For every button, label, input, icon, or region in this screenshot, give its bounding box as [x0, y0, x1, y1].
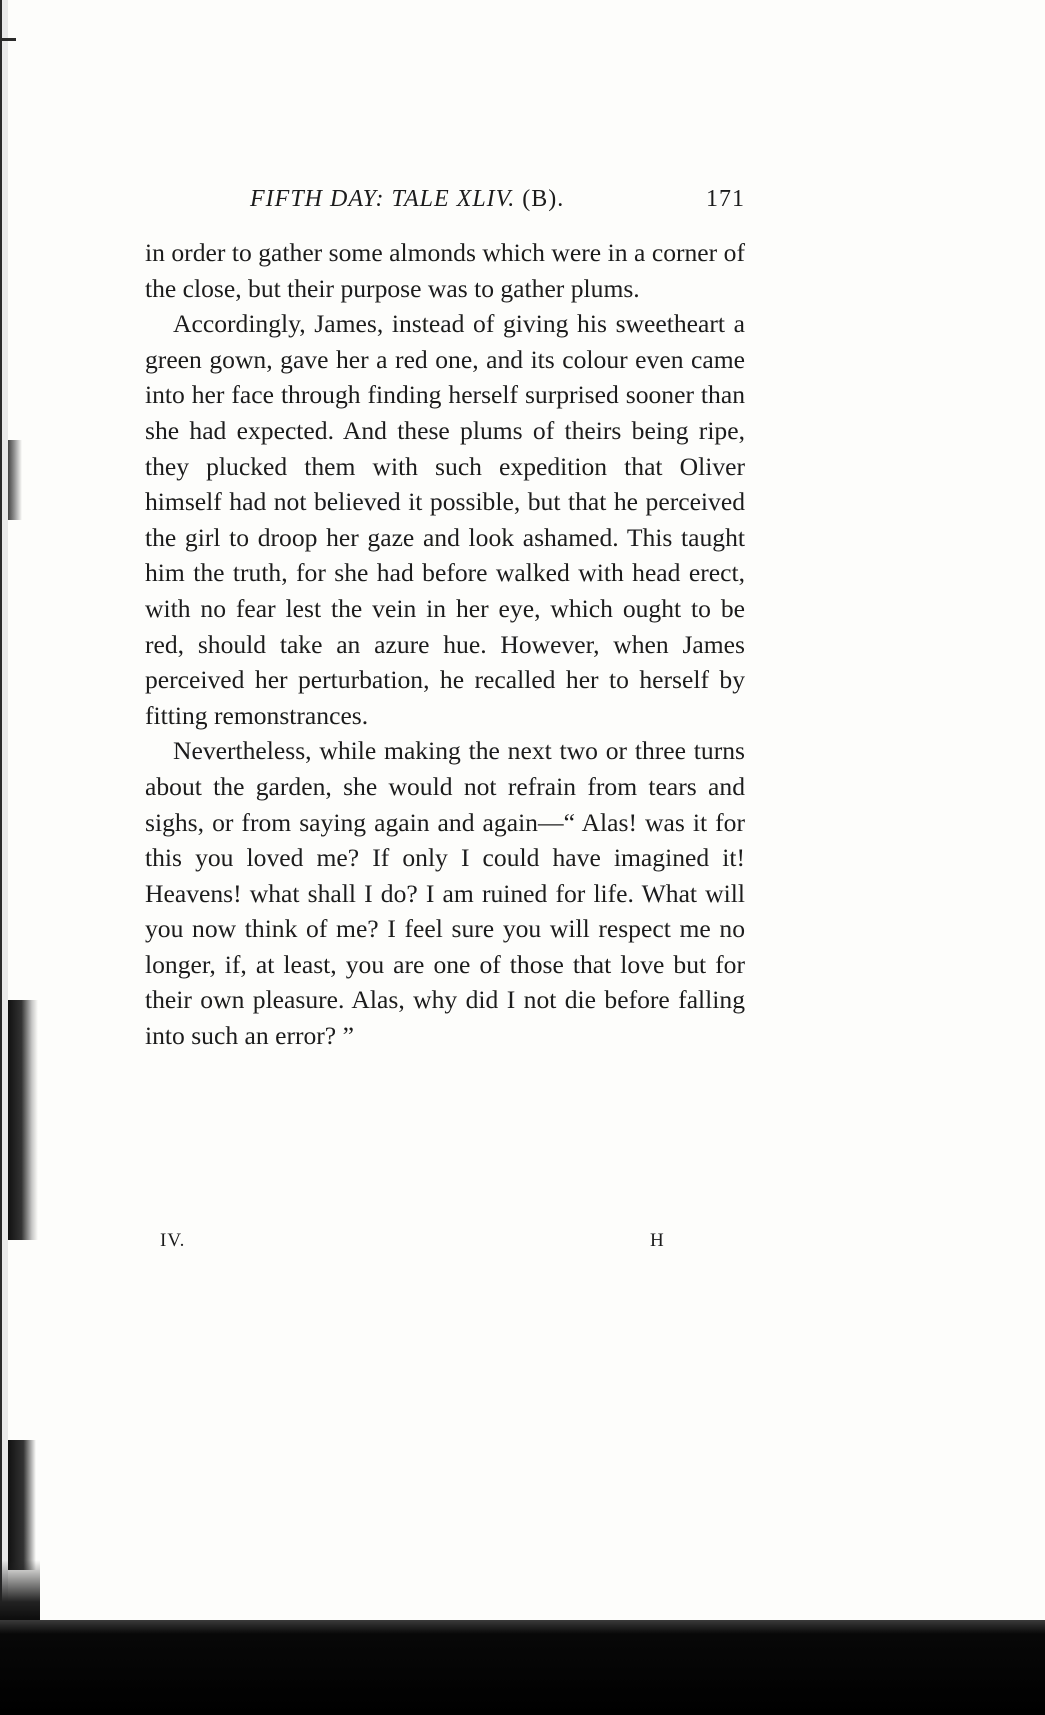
page-number: 171 — [706, 186, 745, 212]
running-title-text: FIFTH DAY: TALE XLIV. — [250, 186, 516, 212]
signature-mark: IV. — [160, 1230, 186, 1251]
signature-letter: H — [650, 1230, 664, 1251]
running-head — [145, 180, 745, 220]
running-title — [250, 186, 564, 213]
scan-shadow — [8, 440, 22, 520]
body-text — [145, 235, 745, 1054]
scan-bottom-shadow — [0, 1620, 1045, 1715]
running-title-paren: (B). — [522, 186, 565, 212]
scan-shadow — [8, 1440, 36, 1570]
binding-top-mark — [0, 38, 16, 41]
paragraph: Accordingly, James, instead of giving his sweetheart a green gown, gave her a red one, and its colour even came into her face through finding herself surprised sooner than she had expected. And these plums of theirs being ripe, they plucked them with such expedition that Oliver himself had not believed it possible, but that he perceived the girl to droop her gaze and look ashamed. This taught him the truth, for she had before walked with head erect, with no fear lest the vein in her eye, which ought to be red, should take an azure hue. However, when James perceived her perturbation, he recalled her to herself by fitting remonstrances. — [145, 309, 745, 730]
paragraph: in order to gather some almonds which were in a corner of the close, but their purpose was to gather plums. — [145, 238, 745, 303]
scan-shadow — [8, 1000, 38, 1240]
binding-edge — [0, 0, 8, 1640]
paragraph: Nevertheless, while making the next two or three turns about the garden, she would not refrain from tears and sighs, or from saying again and again—“ Alas! was it for this you loved me? If only I could have imagined it! Heavens! what shall I do? I am ruined for life. What will you now think of me? I feel sure you will respect me no longer, if, at least, you are one of those that love but for their own pleasure. Alas, why did I not die before falling into such an error? ” — [145, 736, 745, 1051]
